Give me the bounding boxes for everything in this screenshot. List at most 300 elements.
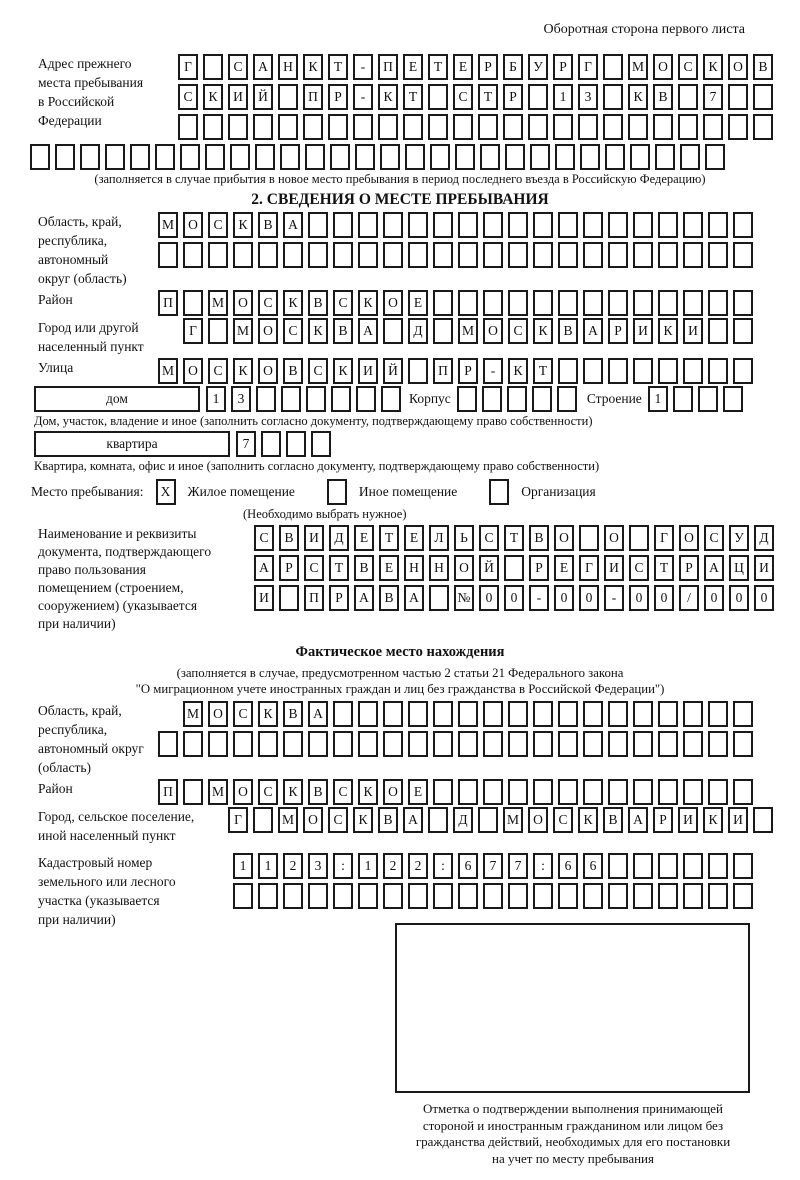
char-box: С — [629, 555, 649, 581]
char-box: 6 — [558, 853, 578, 879]
char-box — [705, 144, 725, 170]
char-box: Й — [479, 555, 499, 581]
char-box — [633, 883, 653, 909]
char-box: О — [679, 525, 699, 551]
char-box — [508, 242, 528, 268]
char-box — [428, 114, 448, 140]
char-box — [728, 114, 748, 140]
char-box: О — [233, 779, 253, 805]
char-box — [333, 883, 353, 909]
korpus-label: Корпус — [409, 391, 451, 406]
char-box: Р — [329, 585, 349, 611]
char-box — [603, 54, 623, 80]
char-box: 7 — [236, 431, 256, 457]
char-box: В — [354, 555, 374, 581]
char-box — [553, 114, 573, 140]
char-box — [653, 114, 673, 140]
char-box — [180, 144, 200, 170]
char-box — [507, 386, 527, 412]
char-box: С — [704, 525, 724, 551]
char-box — [483, 779, 503, 805]
char-box — [208, 242, 228, 268]
cadastral-row-2 — [233, 883, 753, 909]
char-box — [608, 779, 628, 805]
label-line: стороной и иностранным гражданином или лицом без — [422, 1117, 724, 1133]
char-box: Р — [458, 358, 478, 384]
char-box: 0 — [729, 585, 749, 611]
char-box — [733, 358, 753, 384]
char-box: О — [233, 290, 253, 316]
char-box — [708, 290, 728, 316]
stay-option-1-checkbox — [156, 479, 176, 505]
char-box — [205, 144, 225, 170]
char-box — [278, 114, 298, 140]
house-label-box: дом — [34, 386, 200, 412]
char-box: С — [333, 290, 353, 316]
char-box — [380, 144, 400, 170]
char-box — [508, 290, 528, 316]
char-box: 3 — [578, 84, 598, 110]
char-box — [723, 386, 743, 412]
char-box: 0 — [654, 585, 674, 611]
char-box: В — [753, 54, 773, 80]
label-line: Федерации — [38, 113, 102, 128]
char-box: К — [258, 701, 278, 727]
char-box — [458, 242, 478, 268]
char-box — [233, 731, 253, 757]
char-box — [708, 318, 728, 344]
char-box: К — [233, 212, 253, 238]
char-box — [558, 358, 578, 384]
char-box: И — [228, 84, 248, 110]
char-box — [258, 242, 278, 268]
char-box — [208, 318, 228, 344]
label-line: при наличии) — [38, 912, 116, 927]
char-box: 7 — [703, 84, 723, 110]
char-box — [183, 242, 203, 268]
char-box: К — [378, 84, 398, 110]
char-box: К — [283, 290, 303, 316]
label-line: участка (указывается — [38, 893, 160, 908]
char-box — [158, 731, 178, 757]
char-box: Н — [404, 555, 424, 581]
char-box: Р — [279, 555, 299, 581]
char-box: Т — [328, 54, 348, 80]
char-box — [408, 883, 428, 909]
char-box — [703, 114, 723, 140]
char-box: В — [653, 84, 673, 110]
char-box — [311, 431, 331, 457]
char-box: 2 — [408, 853, 428, 879]
char-box — [429, 585, 449, 611]
char-box: В — [558, 318, 578, 344]
char-box: С — [228, 54, 248, 80]
char-box — [583, 290, 603, 316]
char-box — [580, 144, 600, 170]
actual-region-label — [38, 701, 158, 777]
char-box: К — [703, 807, 723, 833]
label-line: Область, край, — [38, 214, 122, 229]
char-box: В — [333, 318, 353, 344]
char-box: Г — [228, 807, 248, 833]
char-box — [428, 807, 448, 833]
char-box: Н — [429, 555, 449, 581]
label-line: Область, край, — [38, 703, 122, 718]
char-box — [558, 779, 578, 805]
char-box — [105, 144, 125, 170]
char-box — [278, 84, 298, 110]
char-box: 6 — [458, 853, 478, 879]
char-box: А — [308, 701, 328, 727]
char-box — [482, 386, 502, 412]
char-box: Г — [178, 54, 198, 80]
char-box: : — [333, 853, 353, 879]
char-box — [633, 212, 653, 238]
char-box: Р — [553, 54, 573, 80]
char-box: И — [728, 807, 748, 833]
char-box — [508, 701, 528, 727]
char-box — [608, 731, 628, 757]
stroenie-cells — [648, 386, 743, 412]
label-line: населенный пункт — [38, 339, 144, 354]
char-box: 0 — [579, 585, 599, 611]
char-box: 3 — [231, 386, 251, 412]
char-box: С — [678, 54, 698, 80]
char-box — [633, 242, 653, 268]
char-box — [658, 212, 678, 238]
char-box — [489, 479, 509, 505]
char-box: И — [683, 318, 703, 344]
prev-address-rows — [178, 54, 773, 140]
char-box — [504, 555, 524, 581]
char-box — [383, 242, 403, 268]
char-box: Р — [529, 555, 549, 581]
char-box: О — [383, 290, 403, 316]
char-box — [608, 701, 628, 727]
char-box — [383, 701, 403, 727]
char-box: 1 — [258, 853, 278, 879]
char-box: Р — [478, 54, 498, 80]
char-box: Д — [754, 525, 774, 551]
char-box: В — [258, 212, 278, 238]
char-box: О — [383, 779, 403, 805]
char-box — [408, 358, 428, 384]
label-line: Наименование и реквизиты — [38, 526, 197, 541]
stay-option-3-checkbox — [489, 479, 509, 505]
char-box: Е — [408, 779, 428, 805]
char-box — [458, 883, 478, 909]
char-box: 0 — [704, 585, 724, 611]
char-box: Т — [478, 84, 498, 110]
char-box — [258, 883, 278, 909]
prev-address-label — [38, 54, 178, 140]
char-box — [458, 779, 478, 805]
char-box: М — [278, 807, 298, 833]
char-box: П — [303, 84, 323, 110]
char-box: К — [703, 54, 723, 80]
house-caption: Дом, участок, владение и иное (заполнить согласно документу, подтверждающему право собственности) — [34, 414, 593, 428]
char-box: 2 — [283, 853, 303, 879]
char-box: С — [258, 290, 278, 316]
char-box — [658, 358, 678, 384]
document-row-2 — [254, 555, 774, 581]
char-box — [530, 144, 550, 170]
char-box — [358, 212, 378, 238]
char-box: Р — [653, 807, 673, 833]
char-box — [453, 114, 473, 140]
street-label: Улица — [38, 360, 74, 375]
char-box: В — [283, 358, 303, 384]
char-box: С — [308, 358, 328, 384]
char-box — [658, 779, 678, 805]
char-box: О — [183, 358, 203, 384]
char-box: Т — [329, 555, 349, 581]
char-box — [558, 242, 578, 268]
char-box: О — [258, 318, 278, 344]
char-box — [308, 212, 328, 238]
char-box — [433, 701, 453, 727]
char-box — [483, 212, 503, 238]
char-box — [333, 242, 353, 268]
char-box: В — [529, 525, 549, 551]
char-box — [383, 212, 403, 238]
char-box — [333, 212, 353, 238]
char-box — [630, 144, 650, 170]
char-box — [583, 242, 603, 268]
char-box: С — [254, 525, 274, 551]
actual-district-row — [38, 779, 762, 805]
char-box: Ь — [454, 525, 474, 551]
char-box — [708, 731, 728, 757]
char-box — [579, 525, 599, 551]
char-box — [633, 731, 653, 757]
char-box: И — [304, 525, 324, 551]
stay-type-row — [31, 479, 762, 505]
char-box: - — [353, 54, 373, 80]
char-box — [733, 318, 753, 344]
prev-address-row-1 — [178, 54, 773, 80]
char-box: Й — [383, 358, 403, 384]
char-box: П — [378, 54, 398, 80]
char-box — [683, 731, 703, 757]
char-box — [483, 290, 503, 316]
char-box — [305, 144, 325, 170]
char-box — [458, 212, 478, 238]
char-box: 1 — [553, 84, 573, 110]
char-box: 3 — [308, 853, 328, 879]
district-row — [38, 290, 762, 316]
apartment-caption: Квартира, комната, офис и иное (заполнить согласно документу, подтверждающему право собственности) — [34, 459, 600, 473]
char-box — [558, 212, 578, 238]
city-row — [38, 318, 762, 356]
char-box: Т — [504, 525, 524, 551]
prev-address-row-3 — [178, 114, 773, 140]
char-box — [306, 386, 326, 412]
cadastral-block — [38, 853, 762, 927]
char-box — [533, 779, 553, 805]
char-box: М — [233, 318, 253, 344]
char-box: О — [528, 807, 548, 833]
char-box — [253, 114, 273, 140]
char-box: И — [678, 807, 698, 833]
char-box — [408, 242, 428, 268]
char-box — [658, 731, 678, 757]
char-box: X — [156, 479, 176, 505]
char-box — [733, 290, 753, 316]
char-box — [733, 883, 753, 909]
char-box — [658, 290, 678, 316]
char-box: Г — [579, 555, 599, 581]
char-box — [578, 114, 598, 140]
char-box — [458, 731, 478, 757]
char-box: 0 — [479, 585, 499, 611]
char-box: В — [308, 290, 328, 316]
label-line: "О миграционном учете иностранных граждан и лиц без гражданства в Российской Федерации") — [135, 682, 665, 696]
char-box — [683, 883, 703, 909]
char-box — [279, 585, 299, 611]
char-box: 0 — [754, 585, 774, 611]
char-box — [633, 701, 653, 727]
char-box: Р — [679, 555, 699, 581]
char-box: Е — [453, 54, 473, 80]
label-line: автономный — [38, 252, 109, 267]
char-box: А — [628, 807, 648, 833]
char-box: М — [158, 212, 178, 238]
char-box: Й — [253, 84, 273, 110]
char-box — [230, 144, 250, 170]
char-box: О — [454, 555, 474, 581]
char-box — [253, 807, 273, 833]
char-box — [403, 114, 423, 140]
char-box — [533, 883, 553, 909]
char-box: П — [433, 358, 453, 384]
char-box: Б — [503, 54, 523, 80]
char-box — [358, 242, 378, 268]
char-box: С — [178, 84, 198, 110]
char-box: О — [653, 54, 673, 80]
char-box — [608, 358, 628, 384]
char-box — [680, 144, 700, 170]
char-box: Ц — [729, 555, 749, 581]
apartment-row — [34, 431, 762, 457]
choose-caption: (Необходимо выбрать нужное) — [243, 507, 407, 521]
char-box: - — [604, 585, 624, 611]
char-box — [356, 386, 376, 412]
char-box: А — [354, 585, 374, 611]
char-box: - — [353, 84, 373, 110]
char-box: С — [304, 555, 324, 581]
char-box — [203, 114, 223, 140]
char-box: С — [208, 212, 228, 238]
char-box — [708, 701, 728, 727]
char-box: П — [304, 585, 324, 611]
char-box — [583, 883, 603, 909]
char-box: К — [203, 84, 223, 110]
document-block — [38, 525, 769, 633]
apartment-label-box: квартира — [34, 431, 230, 457]
stay-option-2-label: Иное помещение — [358, 484, 458, 499]
label-line: Город или другой — [38, 320, 139, 335]
char-box — [728, 84, 748, 110]
label-line: в Российской — [38, 94, 115, 109]
char-box: А — [583, 318, 603, 344]
label-line: республика, — [38, 722, 108, 737]
char-box — [280, 144, 300, 170]
char-box — [533, 701, 553, 727]
char-box — [733, 731, 753, 757]
char-box — [528, 84, 548, 110]
char-box — [433, 242, 453, 268]
char-box — [508, 779, 528, 805]
district-cells — [158, 290, 753, 316]
char-box — [383, 318, 403, 344]
char-box — [455, 144, 475, 170]
char-box — [733, 701, 753, 727]
char-box: С — [328, 807, 348, 833]
char-box: Д — [453, 807, 473, 833]
char-box — [328, 114, 348, 140]
char-box — [408, 701, 428, 727]
char-box: Р — [503, 84, 523, 110]
char-box: К — [508, 358, 528, 384]
char-box: П — [158, 290, 178, 316]
char-box — [658, 883, 678, 909]
label-line: документа, подтверждающего — [38, 544, 212, 559]
char-box: Г — [654, 525, 674, 551]
char-box — [533, 731, 553, 757]
char-box — [608, 290, 628, 316]
char-box — [503, 114, 523, 140]
char-box: К — [283, 779, 303, 805]
char-box: У — [528, 54, 548, 80]
label-line: республика, — [38, 233, 108, 248]
label-line: гражданства действий, необходимых для его постановки — [415, 1134, 731, 1149]
char-box — [261, 431, 281, 457]
char-box — [333, 701, 353, 727]
char-box — [183, 290, 203, 316]
stroenie-label: Строение — [586, 391, 642, 406]
char-box: Р — [328, 84, 348, 110]
char-box — [633, 358, 653, 384]
char-box — [683, 701, 703, 727]
char-box — [733, 212, 753, 238]
char-box: В — [279, 525, 299, 551]
char-box: Т — [403, 84, 423, 110]
char-box: С — [553, 807, 573, 833]
label-line: (заполняется в случае, предусмотренном частью 2 статьи 21 Федерального закона — [176, 666, 624, 680]
char-box — [383, 883, 403, 909]
char-box: - — [483, 358, 503, 384]
char-box: И — [633, 318, 653, 344]
char-box: О — [604, 525, 624, 551]
char-box: О — [258, 358, 278, 384]
char-box: 0 — [504, 585, 524, 611]
char-box: К — [308, 318, 328, 344]
char-box — [608, 853, 628, 879]
char-box — [629, 525, 649, 551]
char-box — [683, 242, 703, 268]
char-box — [308, 731, 328, 757]
char-box — [383, 731, 403, 757]
char-box — [753, 84, 773, 110]
char-box: Г — [578, 54, 598, 80]
cadastral-label — [38, 853, 228, 927]
char-box — [708, 883, 728, 909]
char-box: Д — [408, 318, 428, 344]
char-box: К — [353, 807, 373, 833]
char-box: О — [554, 525, 574, 551]
char-box — [55, 144, 75, 170]
